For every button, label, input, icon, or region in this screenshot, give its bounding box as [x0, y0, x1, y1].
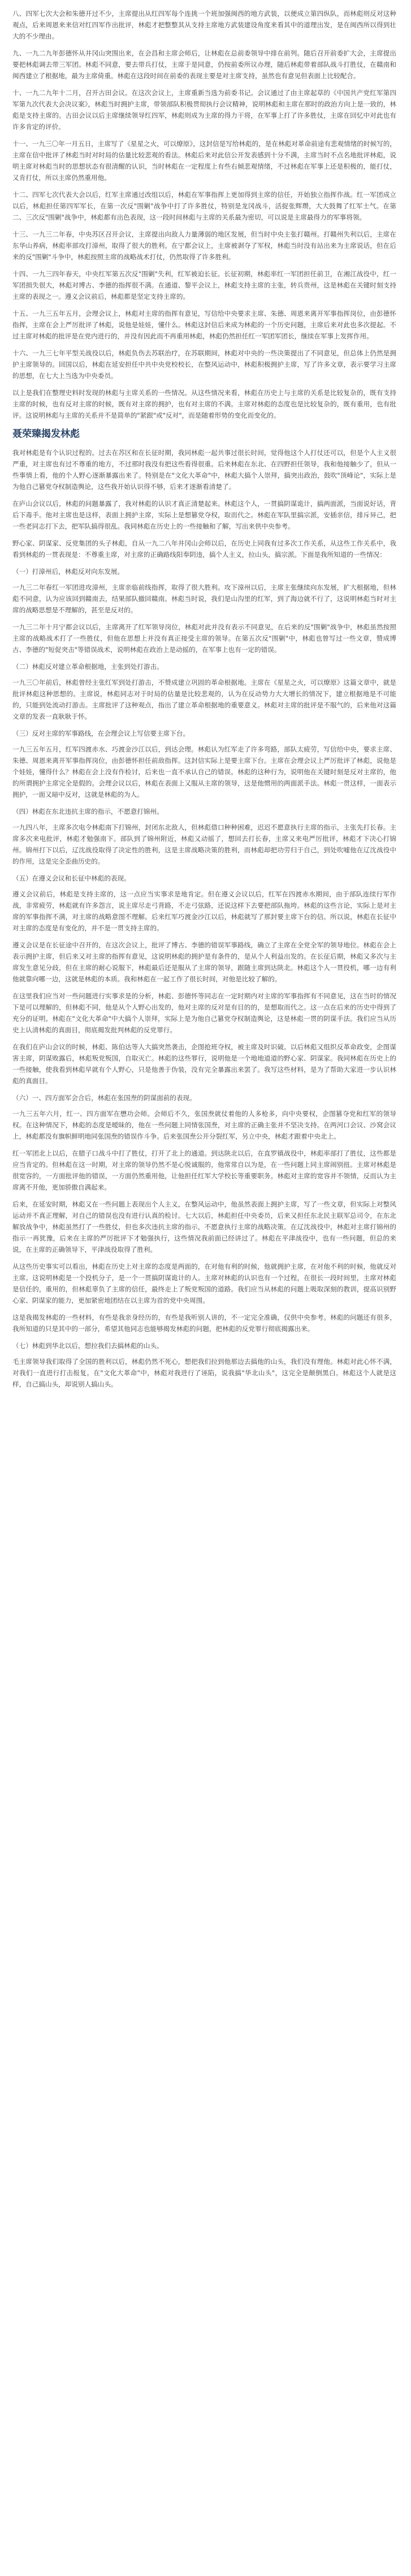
subsection	[12, 566, 396, 655]
subsection-paragraph: 后来，在延安时期，林彪又在一些问题上表现出个人主义，在整风运动中，他虽然表面上拥护主席，写了一些文章，但实际上对整风运动并不真正理解，对自己的错误也没有进行认真的检讨。七大以后，林彪担任中央委员，后来又担任东北民主联军总司令，在东北解放战争中，林彪虽然打了一些胜仗，但也多次违抗主席的指示，不愿意执行主席的战略决策。在辽沈战役中，林彪对主席打锦州的指示一再犹豫，后来在主席的严厉批评下才勉强执行，这些情况我前面已经讲过了。林彪在平津战役中，也有一些问题，但总的来说，在主席的正确领导下，平津战役取得了胜利。	[12, 1200, 396, 1253]
intro-paragraph: 十二、四军七次代表大会以后，红军主席通过改组以后，林彪在军事指挥上更加得到主席的信任，开始独立指挥作战。红一军团成立以后，林彪担任第四军军长，在第一次反"围剿"战争中打了许多胜仗，特别是龙冈战斗，活捉张辉瓒，大大鼓舞了红军士气。在第二、三次反"围剿"战争中，林彪都有出色表现，这一段时间林彪与主席的关系最为密切，可以说是主席最得力的军事将领。	[12, 191, 396, 221]
subsection-paragraph: 一九三五年五月，红军四渡赤水、巧渡金沙江以后，到达会理。林彪认为红军走了许多弯路，部队太疲劳，写信给中央，要求主席、朱德、周恩来离开军事指挥岗位，由彭德怀担任前敌指挥。这封信实际上是要主席下台。主席在会理会议上严厉批评了林彪，说他是个娃娃，懂得什么？林彪在会上没有作检讨，后来也一直不承认自己的错误。林彪的这种行为，说明他在关键时刻是反对主席的，他的所谓拥护主席完全是假的。会理会议以后，林彪在表面上又服从主席的领导，这是他惯用的两面派手法。林彪一贯这样，一面表示拥护，一面又暗中反对，这就是林彪的为人。	[12, 745, 396, 798]
section-paragraph: 野心家、阴谋家、反党集团的头子林彪，自从一九二八年井冈山会师以后，在历史上同我有过多次工作关系，从这些工作关系中，我看到林彪的一贯表现是：不尊重主席，对主席的正确路线阳奉阴违，搞个人主义，拉山头，搞宗派。下面是我所知道的一些情况：	[12, 539, 396, 559]
subsection	[12, 661, 396, 722]
intro-section	[12, 8, 396, 421]
subsection-paragraph: 一九三〇年前后，林彪曾经主张红军到处打游击，不赞成建立巩固的革命根据地。主席在《星星之火，可以燎原》这篇文章中，就是批评林彪这种思想的。主席说，林彪同志对于时局的估量是比较悲观的，认为在反动势力大大增长的情况下，建立根据地是不可能的，只能到处流动打游击。主席批评了这种观点，指出了建立革命根据地的重要意义。林彪对主席的批评是不服气的，后来他对这篇文章的发表一直耿耿于怀。	[12, 679, 396, 720]
intro-paragraph: 以上是我们在整理史料时发现的林彪与主席关系的一些情况。从这些情况来看，林彪在历史上与主席的关系是比较复杂的，既有支持主席的时候，也有反对主席的时候，既有对主席的拥护，也有对主席的不满。主席对林彪的态度也是比较复杂的，既有重用，也有批评。这说明林彪与主席的关系并不是简单的"紧跟"或"反对"，而是随着形势的变化而变化的。	[12, 389, 396, 419]
intro-paragraph: 十、一九二九年十二月，召开古田会议。在这次会议上，主席重新当选为前委书记。会议通过了由主席起草的《中国共产党红军第四军第九次代表大会决议案》，林彪当时拥护主席，带领部队积极贯彻执行会议精神，说明林彪和主席在那时的政治方向上是一致的，林彪是支持主席的。古田会议以后主席继续领导红四军，林彪则成为主席的得力干将，在军事上打了许多胜仗，主席在回忆中对此也有许多肯定的评价。	[12, 89, 396, 131]
intro-paragraph: 十六、一九三七年平型关战役以后，林彪负伤去苏联治疗，在苏联期间，林彪对中央的一些决策提出了不同意见，但总体上仍然是拥护主席领导的。回国以后，林彪在延安担任中共中央党校校长，在整风运动中，林彪积极拥护主席，写了许多文章，表示要学习主席的思想，在七大上当选为中央委员。	[12, 349, 396, 380]
intro-paragraph: 九、一九二九年彭德怀从井冈山突围出来，在会昌和主席会师后，让林彪在总前委领导中排在前列。随后召开前委扩大会，主席提出要把林彪调去带三军团。林彪不同意，要去带兵打仗，主席于是同意，仍按前委所议办理，随后林彪带着部队战斗打胜仗，在赣南和闽西建立了根据地，最为主席倚重。林彪在这段时间在前委的表现主要是对主席支持，虽然也有意见但表面上比较配合。	[12, 49, 396, 80]
subsection-paragraph: 红一军团北上以后，在腊子口战斗中打了胜仗，打开了北上的通道。到达陕北以后，在直罗镇战役中，林彪率部打了胜仗，这些都是应当肯定的。但林彪在这一时期，对主席的领导仍然不是心悦诚服的，他常常自以为是，在一些问题上同主席闹别扭。主席对林彪是很宽容的，一方面批评他的错误，一方面仍然重用他，让他担任红军大学校长等重要职务。林彪对主席的宽容并不领情，反而认为主席离不开他，更加骄傲自满起来。	[12, 1149, 396, 1191]
subsection-paragraph: 一九三二年春红一军团进攻漳州，主席亲临前线指挥，取得了很大胜利。攻下漳州以后，主席主张继续向东发展，扩大根据地，但林彪不同意，认为应该回到赣南去，结果部队撤回赣南。林彪当时说，我们是山沟里的红军，到了海边就不行了，这说明林彪当时对主席的战略思想是不理解的，甚至是反对的。	[12, 583, 396, 614]
subsection	[12, 1340, 396, 1390]
intro-paragraph: 十四、一九三四年春天，中央红军第五次反"围剿"失利，红军被迫长征。长征初期，林彪率红一军团担任前卫，在湘江战役中，红一军团损失很大，林彪对博古、李德的指挥很不满。在通道、黎平会议上，林彪支持主席的主张，转兵贵州，这是林彪在关键时刻支持主席的表现之一。遵义会议前后，林彪都是坚定支持主席的。	[12, 270, 396, 300]
subsection-heading: （一）打漳州后，林彪反对向东发展。	[12, 568, 124, 576]
intro-paragraph: 十三、一九三二年春，中央苏区召开会议，主席提出向敌人力量薄弱的地区发展，但当时中央主张打赣州。打赣州失利以后，主席在东华山养病，林彪率部攻打漳州，取得了很大的胜利。在宁都会议上，主席被剥夺了军权，林彪当时没有站出来为主席说话，但在后来的反"围剿"斗争中，林彪按照主席的战略战术打仗，仍然取得了许多胜利。	[12, 230, 396, 261]
section-title: 聂荣臻揭发林彪	[12, 428, 80, 440]
section-paragraph: 在庐山会议以后，林彪的问题暴露了，我对林彪的认识才真正清楚起来。林彪这个人，一贯搞阴谋诡计，搞两面派，当面说好话，背后下毒手。他对主席也是这样，表面上拥护主席，实际上是想篡党夺权，取而代之。林彪在军队里搞宗派，安插亲信，排斥异己，把一些老同志打下去，把军队搞得很乱。我同林彪在历史上的一些接触和了解，写出来供中央参考。	[12, 500, 396, 530]
subsection-paragraph: 这是我揭发林彪的一些材料，有些是我亲身经历的，有些是我听别人讲的，不一定完全准确，仅供中央参考。林彪的问题还有很多，我所知道的只是其中的一部分，希望其他同志也能够揭发林彪的问题，把林彪的反党罪行彻底揭露出来。	[12, 1313, 396, 1333]
subsection	[12, 1092, 396, 1334]
subsection-heading: （四）林彪在东北违抗主席的指示，不愿意打锦州。	[12, 808, 163, 815]
intro-paragraph: 十五、一九三五年五月，会理会议上，林彪对主席的指挥有意见，写信给中央要求主席、朱德、周恩来离开军事指挥岗位，由彭德怀指挥，主席在会上严厉批评了林彪，说他是娃娃，懂什么。林彪这封信后来成为林彪的一个历史问题，主席后来对此也多次提起。不过主席对林彪的批评是在党内进行的，并没有因此而不再重用林彪，林彪仍然担任红一军团军团长，继续在军事上发挥作用。	[12, 310, 396, 340]
subsection-paragraph: 在我们在庐山会议的时候，林彪、陈伯达等人大搞突然袭击，企图抢班夺权，被主席及时识破。以后林彪又组织反革命政变，企图谋害主席，阴谋败露后，林彪叛党叛国，自取灭亡。林彪的这些罪行，说明他是一个地地道道的野心家、阴谋家。我同林彪在历史上的一些接触，使我看到林彪早就有个人野心，只是他善于伪装，没有完全暴露出来罢了。我写这些材料，是为了帮助大家进一步认识林彪的真面目。	[12, 1043, 396, 1085]
intro-paragraph: 十一、一九三〇年一月五日，主席写了《星星之火，可以燎原》，这封信是写给林彪的，是在林彪对革命前途有悲观情绪的时候写的，主席在信中批评了林彪当时对时局的估量比较悲观的看法。林彪后来对此信公开发表感到十分不满，主席当时不点名地批评林彪，说明主席对林彪当时的思想状态有很清醒的认识，当时林彪在一定程度上有些右倾悲观情绪，不过林彪在军事上还是积极的，能打仗，又肯打仗，所以主席仍然重用他。	[12, 140, 396, 182]
subsection-paragraph: 遵义会议是在长征途中召开的，在这次会议上，批评了博古、李德的错误军事路线，确立了主席在全党全军的领导地位。林彪在会上表示拥护主席，但后来又对主席的指挥有意见，这说明林彪的拥护是有条件的，是从个人利益出发的。在长征后期，林彪又多次与主席发生意见分歧，但在主席的耐心说服下，林彪最后还是服从了主席的领导，跟随主席到达陕北。林彪这个人一贯投机，哪一边有利他就靠向哪一边，这就是林彪的本质。我和林彪在一起工作了很长时间，对他是比较了解的。	[12, 941, 396, 983]
subsection	[12, 873, 396, 1087]
section-paragraph: 我对林彪是有个认识过程的。过去在苏区和在长征时期，我同林彪一起共事过很长时间，觉得他这个人打仗还可以，但是个人主义很严重，对主席也有过不尊重的地方，不过那时我没有把这些看得很重。后来林彪在东北、在四野担任领导，我和他接触少了，但从一些事情上看，他的个人野心逐渐暴露出来了。特别是在"文化大革命"中，林彪大搞个人崇拜，搞突出政治，鼓吹"顶峰论"，实际上是为他自己篡党夺权制造舆论，这些我开始认识得不够，后来才逐渐看清楚了。	[12, 449, 396, 491]
subsection	[12, 728, 396, 800]
subsection-paragraph: 从这些历史事实可以看出，林彪在历史上对主席的态度是两面的，在对他有利的时候，他就拥护主席，在对他不利的时候，他就反对主席。这说明林彪是一个投机分子，是一个一贯搞阴谋诡计的人。主席对林彪的认识也有一个过程，在很长一段时间里，主席对林彪是信任的，重用的，但林彪辜负了主席的信任，最终走上了叛党叛国的道路。我们应当从林彪的问题上吸取深刻的教训，提高识别野心家、阴谋家的能力，更加紧密地团结在以主席为首的党中央周围。	[12, 1263, 396, 1304]
subsection	[12, 806, 396, 867]
subsection-paragraph: 一九三五年六月，红一、四方面军在懋功会师。会师后不久，张国焘就仗着他的人多枪多，向中央要权，企图篡夺党和红军的领导权。在这种情况下，林彪的态度是暧昧的，他在一些问题上同情张国焘，对主席的正确主张并不坚决支持。在两河口会议、沙窝会议上，林彪都没有旗帜鲜明地同张国焘的错误作斗争。后来张国焘公开分裂红军，另立中央，林彪才跟着中央北上。	[12, 1110, 396, 1140]
subsection-paragraph: 毛主席领导我们取得了全国的胜利以后，林彪仍然不死心，想把我们拉到他那边去搞他的山头，我们没有理他。林彪对此心怀不满，对我们一直进行打击报复。在"文化大革命"中，林彪对我进行了诬陷，说我搞"华北山头"，这完全是颠倒黑白。林彪这个人就是这样，自己搞山头，却说别人搞山头。	[12, 1358, 396, 1388]
intro-paragraph: 八、四军七次大会和朱德开过不少，主席提出从红四军每个连挑一个班加强闽西的地方武装，以便成立第四纵队，而林彪则反对这种观点，后来周恩来来信对红四军作出批评，林彪才把整整其从支持主席地方武装建设角度来看其中的道理出发，是在闽西所以得到壮大的不少理由。	[12, 10, 396, 40]
section-body	[12, 447, 396, 1390]
subsection-heading: （五）在遵义会议和长征中林彪的表现。	[12, 874, 131, 882]
subsection-heading: （三）反对主席的军事路线，在会理会议上写信要主席下台。	[12, 729, 190, 737]
subsection-heading: （二）林彪反对建立革命根据地，主张到处打游击。	[12, 663, 163, 671]
subsection-paragraph: 在这里我们应当对一些问题进行实事求是的分析，林彪、彭德怀等同志在一定时期内对主席的军事指挥有不同意见，这在当时的情况下是可以理解的，但林彪不同，他是从个人野心出发的，他对主席的反对是有目的的，是想取而代之。这一点在后来的历史中得到了充分的证明。林彪在"文化大革命"中大搞个人崇拜，实际上是为他自己篡党夺权制造舆论，这是林彪一贯的阴谋手法。我们应当从历史上认清林彪的真面目，彻底揭发批判林彪的反党罪行。	[12, 992, 396, 1034]
subsection-heading: （七）林彪到华北以后，想拉我们去搞林彪的山头。	[12, 1342, 163, 1350]
subsection-paragraph: 一九三二年十月宁都会议以后，主席离开了红军领导岗位，林彪对此并没有表示不同意见，在后来的反"围剿"战争中，林彪虽然按照主席的战略战术打了一些胜仗，但他在思想上并没有真正接受主席的领导。在第五次反"围剿"中，林彪也曾写过一些文章，赞成博古、李德的"短促突击"等错误战术，说明林彪在政治上是动摇的，在军事上也有一定的错误。	[12, 623, 396, 654]
subsection-heading: （六）一、四方面军会合后，林彪在张国焘的阴谋面前的表现。	[12, 1094, 196, 1102]
subsection-paragraph: 遵义会议前后，林彪是支持主席的，这一点应当实事求是地肯定。但在遵义会议以后，红军在四渡赤水期间，由于部队连续行军作战，非常疲劳，林彪就有许多怨言，说主席尽走弓背路，不走弓弦路，还说这样下去要把部队拖垮。林彪的这些言论，实际上是对主席的军事指挥不满，对主席的战略意图不理解。后来红军巧渡金沙江以后，林彪就写了那封要主席下台的信。所以说，林彪在长征中对主席的态度是有变化的，并不是一贯支持主席的。	[12, 890, 396, 932]
subsection-paragraph: 一九四八年，主席多次电令林彪南下打锦州，封闭东北敌人，但林彪借口种种困难，迟迟不愿意执行主席的指示，主张先打长春。主席多次来电批评，林彪才勉强南下。部队到了锦州附近，林彪又动摇了，想回去打长春，主席又来电严厉批评，林彪才下决心打锦州。锦州打下以后，辽沈战役取得了决定性的胜利，这是主席战略决策的胜利，而林彪却把功劳归于自己，到处吹嘘他在辽沈战役中的作用，这是完全歪曲历史的。	[12, 823, 396, 865]
